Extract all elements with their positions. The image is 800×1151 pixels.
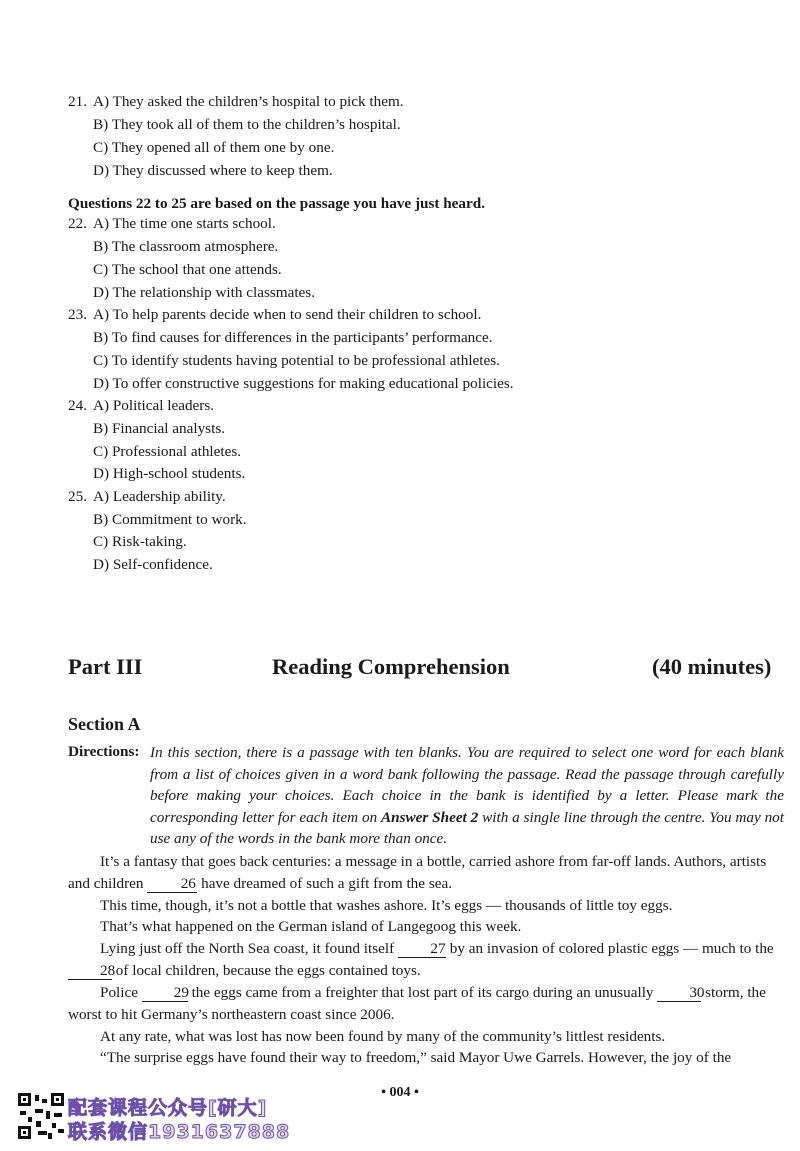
passage-instruction: Questions 22 to 25 are based on the passage you have just heard. [68, 195, 485, 212]
blank-30: 30 [657, 984, 701, 1002]
section-title: Section A [68, 714, 141, 734]
q21-number: 21. [68, 93, 87, 110]
q21-option-c: C) They opened all of them one by one. [93, 139, 335, 156]
q23-option-d: D) To offer constructive suggestions for making educational policies. [93, 375, 514, 392]
watermark-line-2: 联系微信1931637888 [68, 1121, 291, 1143]
passage-text: storm, the worst to hit Germany’s northeastern coast since 2006. [68, 984, 766, 1023]
passage-text: It’s a fantasy that goes back centuries: a message in a bottle, carried ashore from far-off lands. Authors, artists and children [68, 853, 767, 892]
q22-option-c: C) The school that one attends. [93, 261, 282, 278]
passage-paragraph-3: That’s what happened on the German island of Langegoog this week. [100, 918, 522, 935]
blank-29: 29 [142, 984, 188, 1002]
q22-option-b: B) The classroom atmosphere. [93, 238, 279, 255]
q24-option-d: D) High-school students. [93, 465, 246, 482]
passage-paragraph-1 [68, 851, 784, 894]
q25-option-a: A) Leadership ability. [93, 488, 226, 505]
q21-option-b: B) They took all of them to the children’s hospital. [93, 116, 401, 133]
passage-paragraph-7: “The surprise eggs have found their way to freedom,” said Mayor Uwe Garrels. However, the joy of the [100, 1049, 732, 1066]
directions-text-1: In this section, there is a passage with ten blanks. You are required to select one word for each blank from a list of choices given in a word bank following the passage. Read the passage through carefully before making your choices. Each choice in the bank is identified by a letter. Please mark the corresponding letter for each item on [150, 744, 784, 826]
directions-text-2: with a single line through the centre. You may not use any of the words in the bank more than once. [150, 808, 784, 848]
qr-code-icon [18, 1093, 64, 1139]
passage-paragraph-4 [68, 938, 784, 981]
q21-option-d: D) They discussed where to keep them. [93, 162, 333, 179]
passage-text: Lying just off the North Sea coast, it found itself [100, 940, 398, 957]
blank-28: 28 [68, 962, 112, 980]
blank-27: 27 [398, 940, 446, 958]
part-time: (40 minutes) [652, 654, 772, 679]
q23-option-a: A) To help parents decide when to send their children to school. [93, 306, 482, 323]
passage-text: Police [100, 984, 142, 1001]
passage-paragraph-2: This time, though, it’s not a bottle that washes ashore. It’s eggs — thousands of little toy eggs. [100, 897, 673, 914]
directions-text [150, 742, 784, 850]
passage-text: have dreamed of such a gift from the sea. [197, 874, 453, 892]
q25-option-c: C) Risk-taking. [93, 533, 187, 550]
q22-number: 22. [68, 215, 87, 232]
page-number: • 004 • [381, 1085, 419, 1100]
q23-number: 23. [68, 306, 87, 323]
q24-number: 24. [68, 397, 87, 414]
q24-option-b: B) Financial analysts. [93, 420, 226, 437]
q25-option-b: B) Commitment to work. [93, 511, 247, 528]
directions-label: Directions: [68, 743, 140, 760]
q24-option-c: C) Professional athletes. [93, 443, 242, 460]
q23-option-b: B) To find causes for differences in the participants’ performance. [93, 329, 493, 346]
passage-text: the eggs came from a freighter that lost part of its cargo during an unusually [187, 984, 658, 1001]
q25-option-d: D) Self-confidence. [93, 556, 213, 573]
blank-26: 26 [147, 875, 197, 893]
q23-option-c: C) To identify students having potential to be professional athletes. [93, 352, 500, 369]
q22-option-a: A) The time one starts school. [93, 215, 276, 232]
passage-paragraph-6: At any rate, what was lost has now been found by many of the community’s littlest residents. [100, 1028, 666, 1045]
q22-option-d: D) The relationship with classmates. [93, 284, 315, 301]
part-label: Part III [68, 654, 143, 679]
q24-option-a: A) Political leaders. [93, 397, 215, 414]
passage-text: by an invasion of colored plastic eggs — much to the [445, 940, 774, 957]
q25-number: 25. [68, 488, 87, 505]
watermark-line-1: 配套课程公众号[研大] [68, 1097, 268, 1119]
answer-sheet-ref: Answer Sheet 2 [381, 808, 479, 826]
passage-paragraph-5 [68, 982, 784, 1025]
q21-option-a: A) They asked the children’s hospital to pick them. [93, 93, 404, 110]
passage-text: of local children, because the eggs contained toys. [112, 961, 421, 979]
part-title: Reading Comprehension [272, 654, 510, 679]
